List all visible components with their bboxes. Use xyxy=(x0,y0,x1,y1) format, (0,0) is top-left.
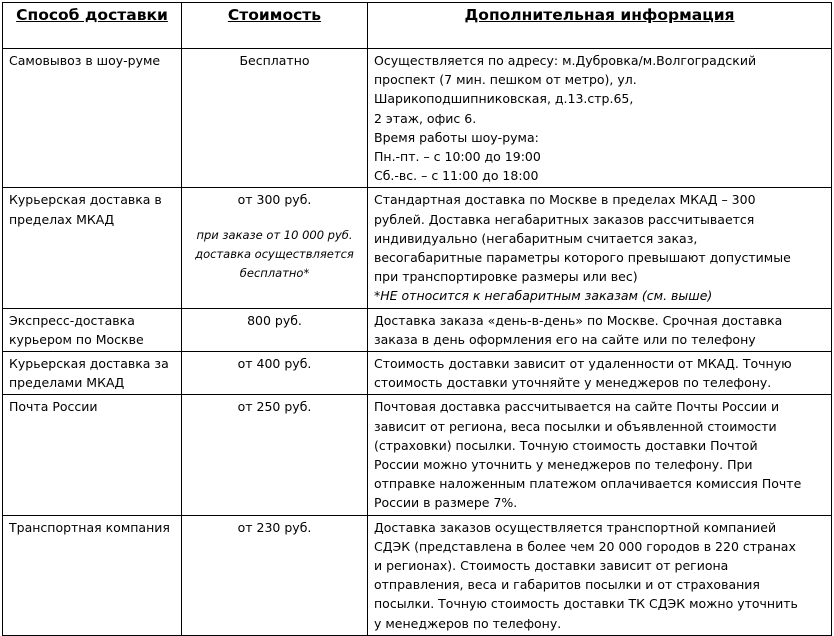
header-info: Дополнительная информация xyxy=(368,3,832,49)
info-line: посылки. Точную стоимость доставки ТК СДЭК можно уточнить xyxy=(374,596,798,612)
header-row xyxy=(3,3,832,49)
info-note: *НЕ относится к негабаритным заказам (см. выше) xyxy=(374,288,713,304)
info-cell xyxy=(368,352,832,395)
cost-cell: от 250 руб. xyxy=(182,395,368,515)
cost-note: при заказе от 10 000 руб. доставка осуществляется бесплатно* xyxy=(195,227,354,280)
cost-cell: Бесплатно xyxy=(182,49,368,188)
info-line: (страховки) посылки. Точную стоимость доставки Почтой xyxy=(374,437,758,453)
info-line: отправке наложенным платежом оплачивается комиссия Почте xyxy=(374,476,802,492)
info-line: 2 этаж, офис 6. xyxy=(374,110,477,126)
info-line: Шарикоподшипниковская, д.13.стр.65, xyxy=(374,91,634,107)
info-line: индивидуально (негабаритным считается заказ, xyxy=(374,230,698,246)
table-row xyxy=(3,308,832,351)
header-method: Способ доставки xyxy=(3,3,182,49)
table-row xyxy=(3,515,832,635)
info-line: Сб.-вс. – с 11:00 до 18:00 xyxy=(374,168,539,184)
info-cell xyxy=(368,395,832,515)
info-line: и регионах). Стоимость доставки зависит от региона xyxy=(374,558,729,574)
cost-cell xyxy=(182,188,368,308)
cost-cell: от 400 руб. xyxy=(182,352,368,395)
info-cell xyxy=(368,49,832,188)
info-line: стоимость доставки уточняйте у менеджеров по телефону. xyxy=(374,375,772,391)
info-line: России можно уточнить у менеджеров по телефону. При xyxy=(374,457,753,473)
header-cost: Стоимость xyxy=(182,3,368,49)
info-line: заказа в день оформления его на сайте или по телефону xyxy=(374,331,756,347)
table-row xyxy=(3,352,832,395)
info-line: Стоимость доставки зависит от удаленности от МКАД. Точную xyxy=(374,356,792,372)
method-cell: Курьерская доставка за пределами МКАД xyxy=(3,352,182,395)
delivery-table xyxy=(2,2,832,636)
info-line: России в размере 7%. xyxy=(374,495,518,511)
method-cell: Почта России xyxy=(3,395,182,515)
info-line: Стандартная доставка по Москве в пределах МКАД – 300 xyxy=(374,192,756,208)
info-cell xyxy=(368,308,832,351)
info-line: зависит от региона, веса посылки и объявленной стоимости xyxy=(374,418,777,434)
info-line: Пн.-пт. – с 10:00 до 19:00 xyxy=(374,149,541,165)
method-cell: Экспресс-доставка курьером по Москве xyxy=(3,308,182,351)
info-line: Осуществляется по адресу: м.Дубровка/м.Волгоградский xyxy=(374,53,757,68)
cost-cell: от 230 руб. xyxy=(182,515,368,635)
info-cell xyxy=(368,188,832,308)
info-line: проспект (7 мин. пешком от метро), ул. xyxy=(374,72,637,88)
method-cell: Транспортная компания xyxy=(3,515,182,635)
method-cell: Курьерская доставка в пределах МКАД xyxy=(3,188,182,308)
info-line: отправления, веса и габаритов посылки и от страхования xyxy=(374,577,760,593)
table-row xyxy=(3,188,832,308)
table-row xyxy=(3,395,832,515)
info-cell xyxy=(368,515,832,635)
info-line: Время работы шоу-рума: xyxy=(374,129,539,145)
info-line: Доставка заказов осуществляется транспортной компанией xyxy=(374,519,777,535)
method-cell: Самовывоз в шоу-руме xyxy=(3,49,182,188)
info-line: весогабаритные параметры которого превышают допустимые xyxy=(374,250,791,266)
info-line: Почтовая доставка рассчитывается на сайте Почты России и xyxy=(374,399,780,415)
info-line: СДЭК (представлена в более чем 20 000 городов в 220 странах xyxy=(374,538,796,554)
info-line: Доставка заказа «день-в-день» по Москве. Срочная доставка xyxy=(374,312,783,328)
info-line: рублей. Доставка негабаритных заказов рассчитывается xyxy=(374,211,755,227)
cost-cell: 800 руб. xyxy=(182,308,368,351)
table-row xyxy=(3,49,832,188)
info-line: при транспортировке размеры или вес) xyxy=(374,269,638,285)
cost-value: от 300 руб. xyxy=(237,192,312,208)
info-line: у менеджеров по телефону. xyxy=(374,615,562,631)
